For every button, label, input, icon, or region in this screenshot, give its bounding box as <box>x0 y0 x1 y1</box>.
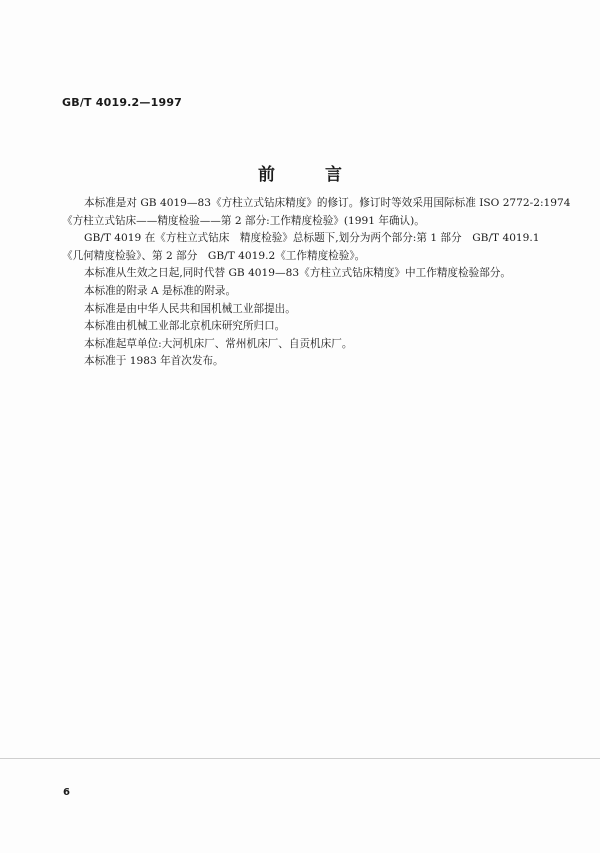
page-title: 前 言 <box>258 165 364 185</box>
paragraph-line: GB/T 4019 在《方柱立式钻床 精度检验》总标题下,划分为两个部分:第 1 部分 GB/T 4019.1 <box>84 232 540 245</box>
paragraph-line: 本标准起草单位:大河机床厂、常州机床厂、自贡机床厂。 <box>84 337 353 350</box>
paragraph-line: 本标准由机械工业部北京机床研究所归口。 <box>84 320 286 333</box>
page-number: 6 <box>63 787 70 798</box>
standard-code: GB/T 4019.2—1997 <box>62 96 183 109</box>
paragraph-line: 《方柱立式钻床——精度检验——第 2 部分:工作精度检验》(1991 年确认)。 <box>62 214 425 227</box>
foreword-body <box>62 195 571 371</box>
paragraph-line: 《几何精度检验》、第 2 部分 GB/T 4019.2《工作精度检验》。 <box>62 249 366 262</box>
footer-divider <box>0 758 600 759</box>
paragraph-line: 本标准是由中华人民共和国机械工业部提出。 <box>84 302 296 315</box>
paragraph-line: 本标准的附录 A 是标准的附录。 <box>84 284 237 297</box>
paragraph-line: 本标准从生效之日起,同时代替 GB 4019—83《方柱立式钻床精度》中工作精度检验部分。 <box>84 267 511 280</box>
paragraph-line: 本标准是对 GB 4019—83《方柱立式钻床精度》的修订。修订时等效采用国际标准 ISO 2772-2:1974 <box>84 197 571 209</box>
paragraph-line: 本标准于 1983 年首次发布。 <box>84 355 224 368</box>
